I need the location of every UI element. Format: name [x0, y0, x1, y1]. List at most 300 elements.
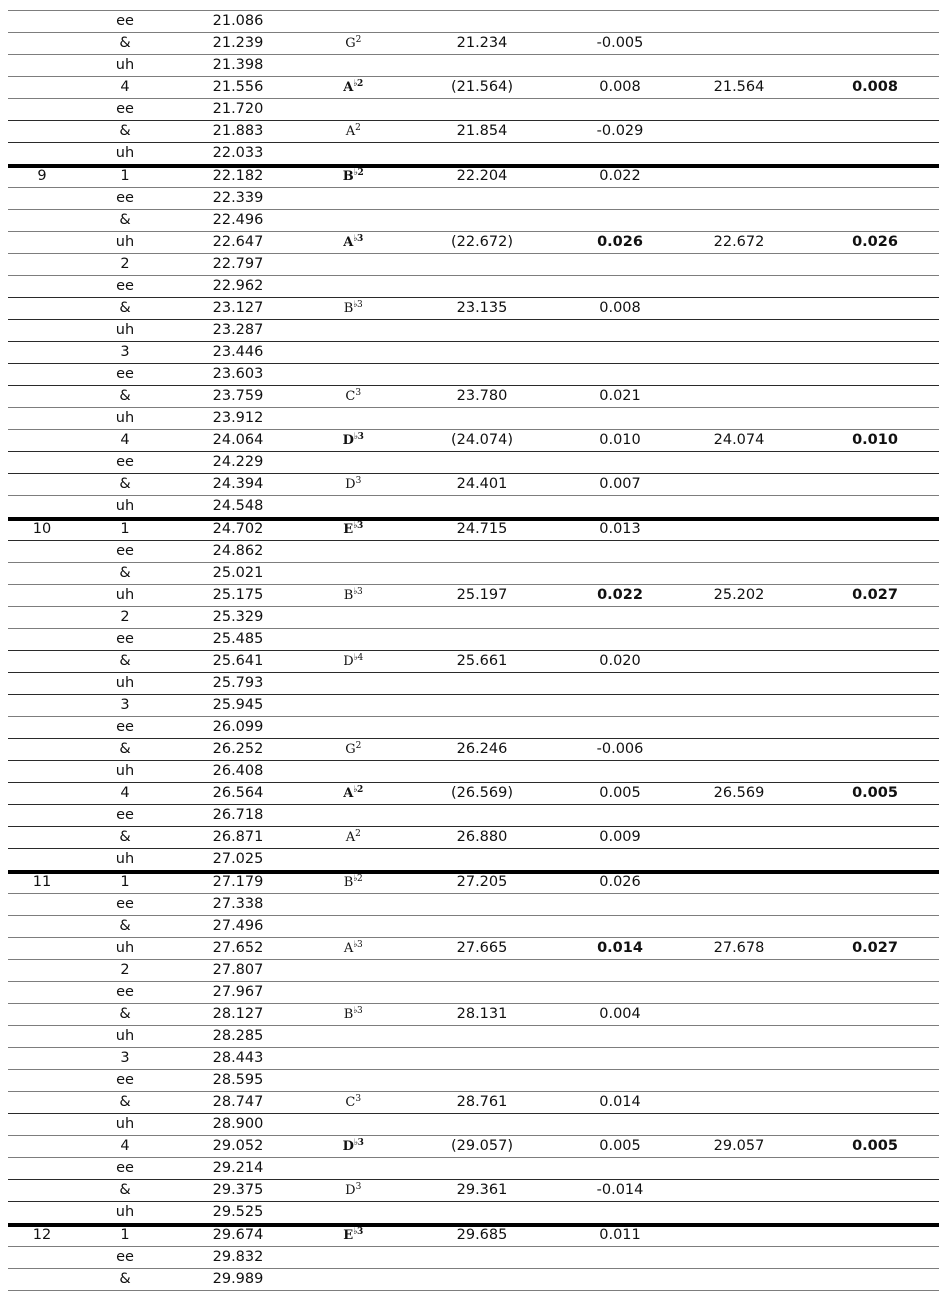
note-time-cell: (22.672) — [450, 234, 514, 250]
beat-time-cell: 21.883 — [212, 123, 264, 139]
bar-number-cell — [12, 77, 72, 98]
final-deviation-cell — [840, 11, 910, 32]
final-time-cell — [708, 33, 770, 54]
deviation-cell — [578, 143, 662, 164]
note-time-cell: 29.685 — [456, 1227, 508, 1243]
beat-cell: ee — [116, 984, 134, 1000]
bar-number-cell — [12, 1158, 72, 1179]
note-octave: ♭2 — [353, 785, 363, 795]
note-cell — [323, 342, 383, 363]
beat-time-cell: 25.641 — [212, 653, 264, 669]
table-row — [8, 187, 939, 209]
final-time-cell — [708, 408, 770, 429]
note-octave: ♭2 — [353, 874, 363, 884]
note-cell — [323, 33, 383, 54]
note-cell — [323, 1114, 383, 1135]
beat-time-cell: 23.759 — [212, 388, 264, 404]
beat-cell: uh — [115, 145, 135, 161]
bar-number-cell — [12, 1092, 72, 1113]
note-cell — [323, 188, 383, 209]
beat-time-cell: 27.025 — [212, 851, 264, 867]
bar-number-cell — [12, 1269, 72, 1290]
beat-cell: ee — [116, 13, 134, 29]
note-time-cell: 23.780 — [456, 388, 508, 404]
deviation-cell: 0.008 — [599, 79, 641, 95]
note-cell — [323, 1048, 383, 1069]
beat-time-cell: 26.408 — [212, 763, 264, 779]
note-octave: ♭2 — [353, 79, 363, 89]
beat-cell: ee — [116, 366, 134, 382]
final-deviation-cell — [840, 651, 910, 672]
bar-number-cell — [12, 673, 72, 694]
deviation-cell — [578, 1048, 662, 1069]
final-time-cell — [708, 563, 770, 584]
note-cell — [323, 210, 383, 231]
final-time-cell — [708, 143, 770, 164]
table-row — [8, 164, 939, 187]
bar-number-cell: 11 — [32, 874, 52, 890]
bar-number-cell — [12, 739, 72, 760]
note-cell — [323, 1226, 383, 1245]
final-time-cell — [708, 805, 770, 826]
final-deviation-cell — [840, 1026, 910, 1047]
note-time-cell — [442, 1158, 522, 1179]
note-cell — [323, 873, 383, 892]
bar-number-cell — [12, 894, 72, 915]
final-time-cell — [708, 520, 770, 539]
final-time-cell — [708, 210, 770, 231]
final-deviation-cell — [840, 717, 910, 738]
table-row — [8, 893, 939, 915]
beat-time-cell: 28.285 — [212, 1028, 264, 1044]
final-time-cell — [708, 739, 770, 760]
final-deviation-cell — [840, 1070, 910, 1091]
beat-time-cell: 29.674 — [212, 1227, 264, 1243]
final-time-cell — [708, 474, 770, 495]
final-time-cell — [708, 761, 770, 782]
deviation-cell: 0.022 — [597, 587, 643, 603]
note-time-cell — [442, 916, 522, 937]
note-cell — [323, 99, 383, 120]
beat-time-cell: 27.179 — [212, 874, 264, 890]
beat-cell: uh — [115, 410, 135, 426]
final-time-cell — [708, 55, 770, 76]
beat-cell: uh — [115, 587, 135, 603]
final-deviation-cell — [840, 805, 910, 826]
note-cell — [323, 1070, 383, 1091]
bar-number-cell — [12, 99, 72, 120]
deviation-cell — [578, 1026, 662, 1047]
note-octave: ♭3 — [353, 1006, 363, 1016]
note-letter: B — [343, 1007, 354, 1022]
beat-time-cell: 25.175 — [212, 587, 264, 603]
deviation-cell — [578, 563, 662, 584]
table-row — [8, 672, 939, 694]
note-cell — [323, 11, 383, 32]
note-cell — [323, 894, 383, 915]
note-cell — [323, 232, 383, 253]
deviation-cell — [578, 1269, 662, 1290]
final-deviation-cell — [840, 99, 910, 120]
note-time-cell: 26.246 — [456, 741, 508, 757]
bar-number-cell — [12, 960, 72, 981]
table-row — [8, 915, 939, 937]
note-letter: A — [345, 830, 356, 845]
table-row — [8, 275, 939, 297]
final-deviation-cell — [840, 33, 910, 54]
note-octave: ♭3 — [353, 300, 363, 310]
deviation-cell — [578, 210, 662, 231]
deviation-cell — [578, 276, 662, 297]
beat-cell: ee — [116, 543, 134, 559]
bar-number-cell — [12, 342, 72, 363]
beat-cell: & — [119, 829, 131, 845]
table-row — [8, 1069, 939, 1091]
deviation-cell — [578, 1158, 662, 1179]
beat-cell: & — [119, 1006, 131, 1022]
bar-number-cell — [12, 386, 72, 407]
bar-number-cell — [12, 11, 72, 32]
note-octave: 3 — [355, 476, 361, 486]
bar-number-cell — [12, 1070, 72, 1091]
beat-time-cell: 26.099 — [212, 719, 264, 735]
deviation-cell — [578, 364, 662, 385]
bar-number-cell — [12, 849, 72, 870]
final-deviation-cell — [840, 364, 910, 385]
beat-cell: & — [119, 1094, 131, 1110]
bar-number-cell — [12, 430, 72, 451]
bar-number-cell — [12, 982, 72, 1003]
deviation-cell — [578, 761, 662, 782]
final-deviation-cell — [840, 474, 910, 495]
note-cell — [323, 1180, 383, 1201]
deviation-cell: -0.006 — [596, 741, 644, 757]
table-row — [8, 341, 939, 363]
deviation-cell — [578, 1114, 662, 1135]
beat-cell: 1 — [120, 168, 130, 184]
deviation-cell — [578, 1202, 662, 1223]
final-deviation-cell — [840, 188, 910, 209]
note-cell — [323, 629, 383, 650]
note-octave: 2 — [355, 35, 361, 45]
bar-number-cell — [12, 651, 72, 672]
bar-number-cell — [12, 805, 72, 826]
beat-cell: & — [119, 565, 131, 581]
bar-number-cell — [12, 1026, 72, 1047]
table-row — [8, 1157, 939, 1179]
beat-cell: 3 — [120, 344, 130, 360]
note-octave: 2 — [355, 829, 361, 839]
bar-number-cell — [12, 1202, 72, 1223]
beat-time-cell: 22.496 — [212, 212, 264, 228]
bar-number-cell — [12, 695, 72, 716]
table-row — [8, 1179, 939, 1201]
final-time-cell — [708, 1226, 770, 1245]
beat-cell: ee — [116, 1160, 134, 1176]
deviation-cell: 0.007 — [599, 476, 641, 492]
table-row — [8, 429, 939, 451]
table-row — [8, 76, 939, 98]
final-deviation-cell — [840, 408, 910, 429]
bar-number-cell — [12, 143, 72, 164]
table-row — [8, 363, 939, 385]
final-deviation-cell — [840, 739, 910, 760]
deviation-cell — [578, 607, 662, 628]
note-cell — [323, 143, 383, 164]
deviation-cell: -0.014 — [596, 1182, 644, 1198]
note-cell — [323, 167, 383, 186]
note-octave: 3 — [355, 1094, 361, 1104]
note-cell — [323, 739, 383, 760]
bar-number-cell — [12, 1247, 72, 1268]
beat-time-cell: 22.797 — [212, 256, 264, 272]
deviation-cell: -0.029 — [596, 123, 644, 139]
note-letter: B — [342, 169, 354, 184]
note-letter: D — [345, 477, 356, 492]
final-deviation-cell: 0.005 — [852, 1138, 898, 1154]
beat-time-cell: 29.832 — [212, 1249, 264, 1265]
note-cell — [323, 408, 383, 429]
beat-cell: 4 — [120, 785, 130, 801]
bar-number-cell — [12, 232, 72, 253]
deviation-cell: 0.026 — [597, 234, 643, 250]
deviation-cell: 0.021 — [599, 388, 641, 404]
note-cell — [323, 452, 383, 473]
bar-number-cell — [12, 452, 72, 473]
note-letter: D — [345, 1183, 356, 1198]
beat-time-cell: 24.229 — [212, 454, 264, 470]
bar-number-cell — [12, 717, 72, 738]
note-time-cell — [442, 99, 522, 120]
note-cell — [323, 1269, 383, 1290]
note-cell — [323, 520, 383, 539]
final-time-cell — [708, 11, 770, 32]
final-deviation-cell — [840, 210, 910, 231]
final-deviation-cell — [840, 143, 910, 164]
note-time-cell: 22.204 — [456, 168, 508, 184]
beat-cell: & — [119, 35, 131, 51]
beat-cell: 2 — [120, 256, 130, 272]
beat-time-cell: 28.747 — [212, 1094, 264, 1110]
beat-time-cell: 27.807 — [212, 962, 264, 978]
note-cell — [323, 320, 383, 341]
bar-number-cell — [12, 1048, 72, 1069]
final-time-cell — [708, 1158, 770, 1179]
final-deviation-cell — [840, 695, 910, 716]
final-deviation-cell — [840, 1269, 910, 1290]
deviation-cell: 0.004 — [599, 1006, 641, 1022]
note-letter: B — [343, 588, 354, 603]
note-cell — [323, 1247, 383, 1268]
final-time-cell: 27.678 — [713, 940, 765, 956]
final-deviation-cell — [840, 452, 910, 473]
final-deviation-cell — [840, 320, 910, 341]
note-cell — [323, 827, 383, 848]
table-row — [8, 650, 939, 672]
note-time-cell — [442, 761, 522, 782]
note-octave: 2 — [355, 123, 361, 133]
bar-number-cell — [12, 33, 72, 54]
beat-cell: 3 — [120, 697, 130, 713]
final-time-cell — [708, 1070, 770, 1091]
timing-table — [8, 10, 939, 1291]
beat-time-cell: 24.548 — [212, 498, 264, 514]
note-letter: C — [345, 1095, 356, 1110]
beat-cell: & — [119, 300, 131, 316]
deviation-cell — [578, 342, 662, 363]
final-deviation-cell — [840, 1202, 910, 1223]
note-time-cell — [442, 11, 522, 32]
note-octave: ♭3 — [353, 521, 363, 531]
final-time-cell: 29.057 — [713, 1138, 765, 1154]
deviation-cell — [578, 805, 662, 826]
beat-cell: uh — [115, 940, 135, 956]
final-deviation-cell — [840, 563, 910, 584]
final-time-cell — [708, 717, 770, 738]
table-row — [8, 694, 939, 716]
table-row — [8, 473, 939, 495]
note-time-cell: 28.131 — [456, 1006, 508, 1022]
deviation-cell: 0.014 — [599, 1094, 641, 1110]
beat-time-cell: 23.912 — [212, 410, 264, 426]
table-row — [8, 1135, 939, 1157]
note-time-cell: 26.880 — [456, 829, 508, 845]
note-time-cell — [442, 143, 522, 164]
note-time-cell: 29.361 — [456, 1182, 508, 1198]
final-time-cell — [708, 320, 770, 341]
note-cell — [323, 276, 383, 297]
beat-time-cell: 29.375 — [212, 1182, 264, 1198]
final-deviation-cell — [840, 167, 910, 186]
note-time-cell: 27.205 — [456, 874, 508, 890]
deviation-cell — [578, 408, 662, 429]
note-letter: D — [342, 433, 354, 448]
beat-cell: & — [119, 212, 131, 228]
table-row — [8, 804, 939, 826]
beat-cell: 1 — [120, 521, 130, 537]
beat-time-cell: 27.338 — [212, 896, 264, 912]
final-time-cell — [708, 1202, 770, 1223]
beat-cell: & — [119, 653, 131, 669]
note-cell — [323, 982, 383, 1003]
note-cell — [323, 77, 383, 98]
beat-time-cell: 27.967 — [212, 984, 264, 1000]
bar-number-cell — [12, 827, 72, 848]
final-time-cell — [708, 452, 770, 473]
final-deviation-cell — [840, 386, 910, 407]
beat-time-cell: 25.485 — [212, 631, 264, 647]
note-letter: E — [343, 522, 354, 537]
note-letter: A — [343, 941, 354, 956]
beat-cell: 1 — [120, 1227, 130, 1243]
note-time-cell — [442, 717, 522, 738]
note-time-cell — [442, 1202, 522, 1223]
deviation-cell — [578, 982, 662, 1003]
final-time-cell — [708, 673, 770, 694]
beat-time-cell: 21.556 — [212, 79, 264, 95]
note-octave: 3 — [355, 1182, 361, 1192]
beat-time-cell: 23.287 — [212, 322, 264, 338]
beat-time-cell: 29.052 — [212, 1138, 264, 1154]
deviation-cell — [578, 916, 662, 937]
deviation-cell: 0.008 — [599, 300, 641, 316]
final-deviation-cell — [840, 849, 910, 870]
beat-cell: 2 — [120, 609, 130, 625]
deviation-cell — [578, 849, 662, 870]
note-cell — [323, 938, 383, 959]
beat-time-cell: 25.793 — [212, 675, 264, 691]
note-time-cell: (21.564) — [450, 79, 514, 95]
note-cell — [323, 1202, 383, 1223]
note-time-cell — [442, 960, 522, 981]
bar-number-cell — [12, 408, 72, 429]
final-deviation-cell: 0.005 — [852, 785, 898, 801]
final-deviation-cell — [840, 541, 910, 562]
note-time-cell — [442, 673, 522, 694]
bar-number-cell — [12, 276, 72, 297]
final-time-cell — [708, 849, 770, 870]
note-time-cell — [442, 496, 522, 517]
final-deviation-cell — [840, 673, 910, 694]
table-row — [8, 1091, 939, 1113]
final-deviation-cell — [840, 607, 910, 628]
note-cell — [323, 916, 383, 937]
beat-cell: ee — [116, 101, 134, 117]
beat-time-cell: 27.652 — [212, 940, 264, 956]
deviation-cell — [578, 452, 662, 473]
note-cell — [323, 695, 383, 716]
bar-number-cell — [12, 188, 72, 209]
bar-number-cell — [12, 1180, 72, 1201]
final-deviation-cell — [840, 1004, 910, 1025]
final-time-cell — [708, 960, 770, 981]
table-row — [8, 54, 939, 76]
final-deviation-cell — [840, 254, 910, 275]
bar-number-cell — [12, 55, 72, 76]
final-deviation-cell — [840, 276, 910, 297]
note-cell — [323, 121, 383, 142]
note-time-cell — [442, 408, 522, 429]
deviation-cell — [578, 960, 662, 981]
note-cell — [323, 1026, 383, 1047]
final-time-cell: 22.672 — [713, 234, 765, 250]
note-time-cell — [442, 364, 522, 385]
deviation-cell — [578, 695, 662, 716]
note-octave: ♭3 — [353, 1227, 363, 1237]
note-time-cell: 23.135 — [456, 300, 508, 316]
note-letter: A — [345, 124, 356, 139]
beat-cell: ee — [116, 807, 134, 823]
final-deviation-cell: 0.010 — [852, 432, 898, 448]
note-cell — [323, 960, 383, 981]
table-row — [8, 1003, 939, 1025]
beat-cell: uh — [115, 1116, 135, 1132]
note-letter: A — [343, 235, 354, 250]
note-octave: ♭3 — [353, 587, 363, 597]
beat-time-cell: 28.900 — [212, 1116, 264, 1132]
beat-time-cell: 25.945 — [212, 697, 264, 713]
beat-time-cell: 25.329 — [212, 609, 264, 625]
beat-cell: 4 — [120, 1138, 130, 1154]
bar-number-cell: 9 — [37, 168, 47, 184]
bar-number-cell — [12, 916, 72, 937]
bar-number-cell — [12, 563, 72, 584]
bar-number-cell — [12, 364, 72, 385]
note-letter: D — [342, 1139, 354, 1154]
final-time-cell — [708, 254, 770, 275]
bar-number-cell — [12, 1114, 72, 1135]
note-time-cell — [442, 541, 522, 562]
